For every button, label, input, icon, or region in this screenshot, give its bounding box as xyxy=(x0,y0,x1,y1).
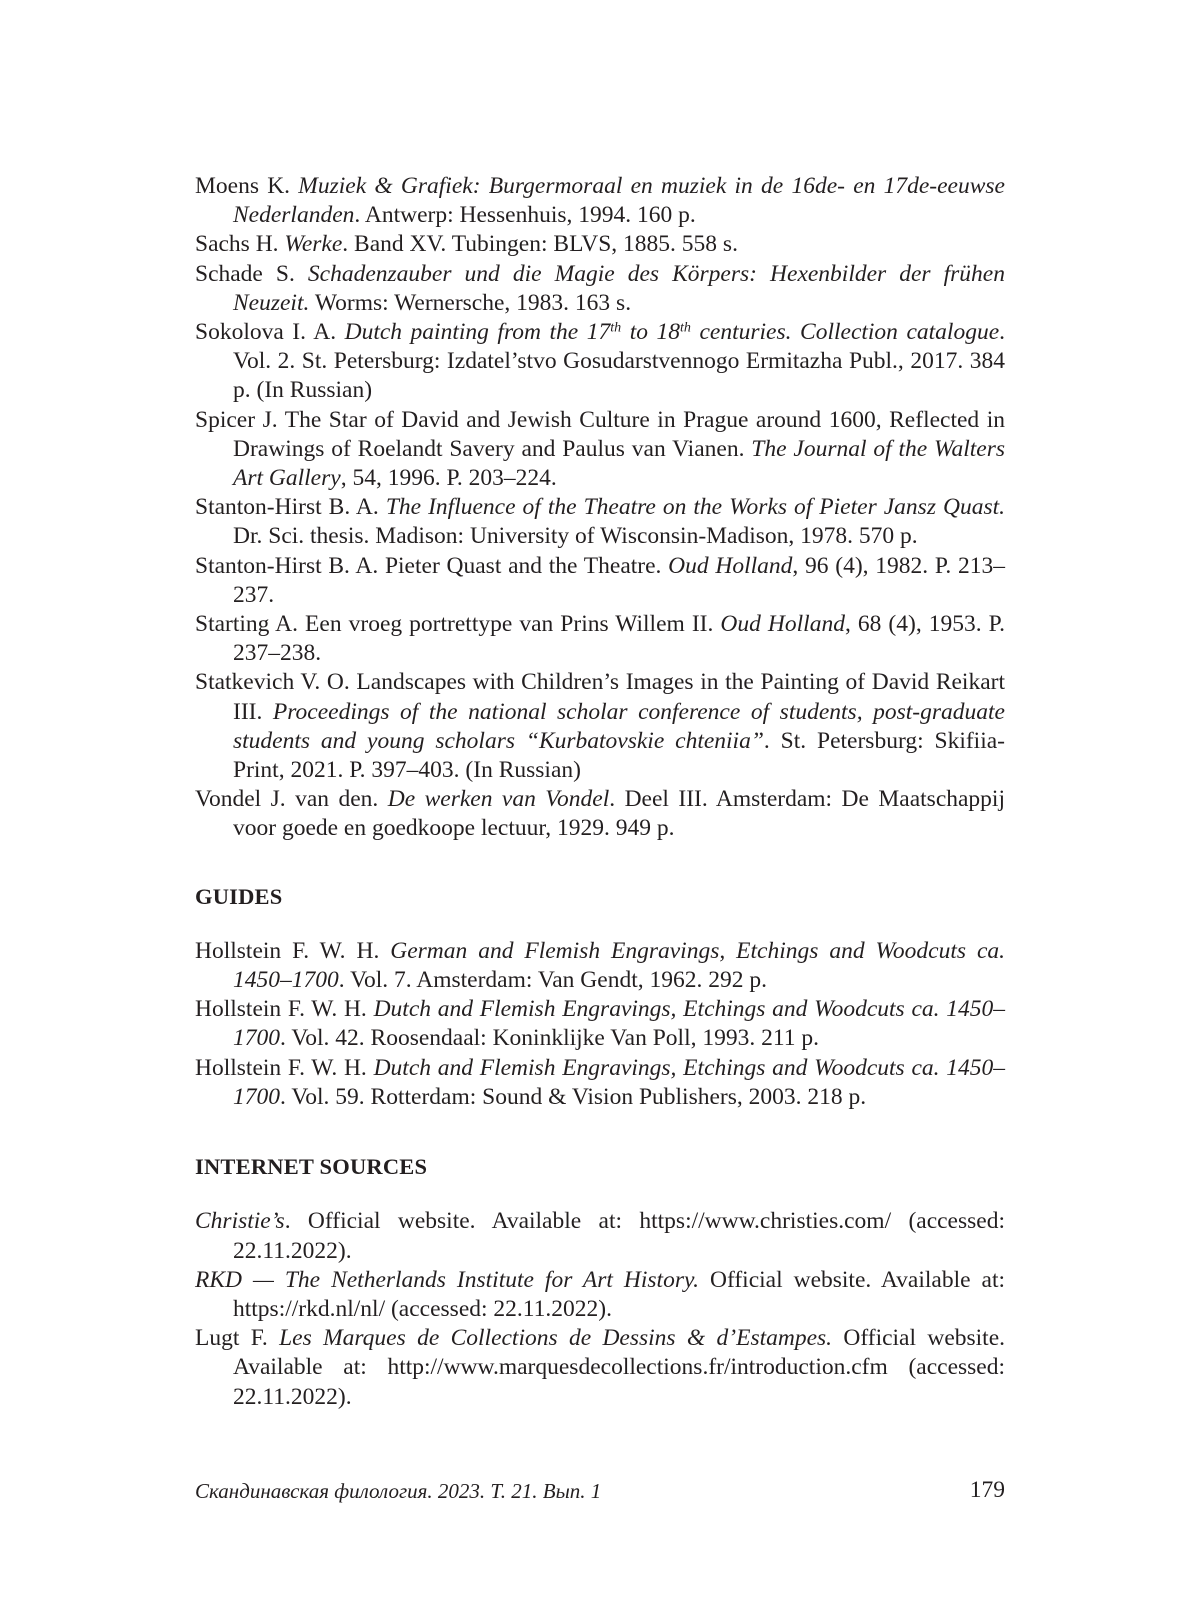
ref-details: , 68 (4), 1953. P. 237–238. xyxy=(233,611,1005,667)
ref-title: The Influence of the Theatre on the Works of Pieter Jansz Quast. xyxy=(385,494,1006,521)
ref-title: Oud Holland xyxy=(720,611,845,638)
ref-details: , 96 (4), 1982. P. 213–237. xyxy=(233,552,1006,608)
ref-author: Sachs H. xyxy=(195,231,285,258)
section-heading-guides: GUIDES xyxy=(195,883,283,909)
ref-details: . Band XV. Tubingen: BLVS, 1885. 558 s. xyxy=(342,231,738,258)
page-footer xyxy=(195,1477,1005,1509)
reference-entry xyxy=(195,260,1005,318)
ref-details: Dr. Sci. thesis. Madison: University of Wisconsin-Madison, 1978. 570 p. xyxy=(233,523,918,550)
ref-title: Schadenzauber und die Magie des Körpers: Hexenbilder der frühen Neuzeit. xyxy=(233,260,1005,316)
ref-author: Hollstein F. W. H. xyxy=(195,1054,374,1081)
section-heading-internet-sources: INTERNET SOURCES xyxy=(195,1154,428,1180)
ref-title: Les Marques de Collections de Dessins & d’Estampes. xyxy=(279,1325,833,1352)
ref-details: . Vol. 2. St. Petersburg: Izdatel’stvo Gosudarstvennogo Ermitazha Publ., 2017. 384 p. (In Russian) xyxy=(233,319,1005,404)
ref-details: , 54, 1996. P. 203–224. xyxy=(340,465,557,492)
guides-list xyxy=(195,937,1005,1112)
ref-superscript: th xyxy=(610,319,622,336)
ref-title-part: to 18 xyxy=(621,319,680,346)
ref-title-part: Dutch painting from the 17 xyxy=(344,319,611,346)
reference-entry xyxy=(195,318,1005,406)
page-number: 179 xyxy=(969,1477,1005,1503)
ref-author: Hollstein F. W. H. xyxy=(195,937,391,964)
reference-entry xyxy=(195,552,1005,610)
ref-author: Vondel J. van den. xyxy=(195,786,388,813)
reference-entry xyxy=(195,610,1005,668)
ref-details: . Antwerp: Hessenhuis, 1994. 160 p. xyxy=(354,202,696,229)
ref-author: Stanton-Hirst B. A. Pieter Quast and the Theatre. xyxy=(195,552,669,579)
reference-entry xyxy=(195,493,1005,551)
reference-entry xyxy=(195,406,1005,494)
ref-title: Muziek & Grafiek: Burgermoraal en muziek in de 16de- en 17de-eeuwse Nederlanden xyxy=(233,173,1005,229)
reference-entry xyxy=(195,785,1005,843)
ref-title: Dutch and Flemish Engravings, Etchings and Woodcuts ca. 1450–1700 xyxy=(233,996,1006,1052)
ref-author: Statkevich V. O. Landscapes with Children’s Images in the Painting of David Reikart III. xyxy=(195,669,1005,725)
ref-title: RKD — The Netherlands Institute for Art History. xyxy=(195,1266,699,1293)
references-list xyxy=(195,172,1005,844)
ref-title: Oud Holland xyxy=(668,552,793,579)
reference-entry xyxy=(195,1324,1005,1412)
ref-superscript: th xyxy=(680,319,691,336)
reference-entry xyxy=(195,995,1005,1053)
ref-title: Christie’s xyxy=(195,1208,285,1235)
page-body xyxy=(195,172,1005,1412)
reference-entry xyxy=(195,1054,1005,1112)
ref-author: Lugt F. xyxy=(195,1325,280,1352)
ref-author: Starting A. Een vroeg portrettype van Prins Willem II. xyxy=(195,611,721,638)
ref-title: Dutch and Flemish Engravings, Etchings and Woodcuts ca. 1450–1700 xyxy=(233,1054,1006,1110)
reference-entry xyxy=(195,937,1005,995)
ref-author: Hollstein F. W. H. xyxy=(195,996,374,1023)
ref-details: Worms: Wernersche, 1983. 163 s. xyxy=(309,289,632,316)
reference-entry xyxy=(195,668,1005,785)
ref-title: Werke xyxy=(284,231,343,258)
reference-entry xyxy=(195,172,1005,230)
ref-details: . Vol. 59. Rotterdam: Sound & Vision Publishers, 2003. 218 p. xyxy=(280,1083,867,1110)
ref-details: . Deel III. Amsterdam: De Maatschappij voor goede en goedkoope lectuur, 1929. 949 p. xyxy=(233,786,1005,842)
ref-title: German and Flemish Engravings, Etchings and Woodcuts ca. 1450–1700 xyxy=(233,937,1005,994)
ref-title xyxy=(345,319,1000,345)
ref-author: Sokolova I. A. xyxy=(195,319,345,346)
ref-details: . Vol. 42. Roosendaal: Koninklijke Van Poll, 1993. 211 p. xyxy=(280,1025,819,1052)
ref-details: . St. Petersburg: Skifiia-Print, 2021. P. 397–403. (In Russian) xyxy=(233,727,1005,784)
ref-author: Moens K. xyxy=(195,173,299,199)
ref-title: De werken van Vondel xyxy=(387,786,610,813)
ref-details: . Vol. 7. Amsterdam: Van Gendt, 1962. 292 p. xyxy=(338,967,767,994)
reference-entry xyxy=(195,230,1005,259)
ref-author: Spicer J. The Star of David and Jewish Culture in Prague around 1600, Reflected in Drawings of Roelandt Savery and Paulus van Vianen. xyxy=(195,406,1005,462)
internet-sources-list xyxy=(195,1207,1005,1411)
ref-details: . Official website. Available at: https://www.christies.com/ (accessed: 22.11.2022). xyxy=(233,1208,1005,1264)
ref-author: Stanton-Hirst B. A. xyxy=(195,494,386,521)
journal-running-title: Скандинавская филология. 2023. Т. 21. Вып. 1 xyxy=(195,1479,602,1503)
ref-details: Official website. Available at: http://www.marquesdecollections.fr/introduction.cfm (accessed: 22.11.2022). xyxy=(233,1325,1006,1410)
ref-author: Schade S. xyxy=(195,260,308,287)
ref-title-part: centuries. Collection catalogue xyxy=(690,319,1000,346)
ref-details: Official website. Available at: https://rkd.nl/nl/ (accessed: 22.11.2022). xyxy=(233,1266,1006,1322)
ref-title: Proceedings of the national scholar conference of students, post-graduate students and young scholars “Kurbatovskie chteniia” xyxy=(233,698,1005,754)
reference-entry xyxy=(195,1207,1005,1265)
ref-title: The Journal of the Walters Art Gallery xyxy=(233,435,1005,492)
reference-entry xyxy=(195,1266,1005,1324)
